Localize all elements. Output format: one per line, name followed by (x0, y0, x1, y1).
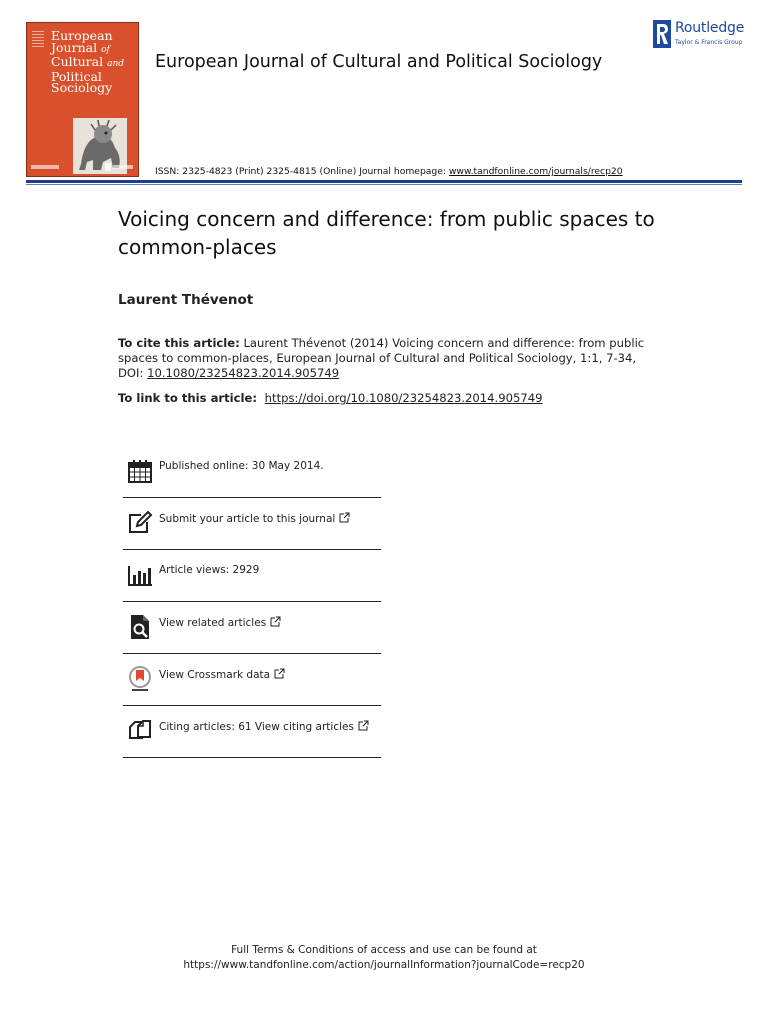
article-info-list (123, 446, 381, 758)
crossmark-row[interactable] (123, 654, 381, 706)
article-link-block: To link to this article: https://doi.org/10.1080/23254823.2014.905749 (118, 391, 543, 405)
document-search-icon (127, 614, 153, 640)
submit-article-link[interactable]: Submit your article to this journal (159, 513, 336, 525)
related-articles-row[interactable] (123, 602, 381, 654)
journal-homepage-link[interactable]: www.tandfonline.com/journals/recp20 (448, 166, 623, 177)
cover-title: European Journal of Cultural and Political Sociology (51, 28, 125, 95)
article-views-row (123, 550, 381, 602)
published-row (123, 446, 381, 498)
external-link-icon (339, 512, 350, 523)
published-date: Published online: 30 May 2014. (159, 460, 324, 472)
citing-articles-link[interactable]: Citing articles: 61 View citing articles (159, 721, 354, 733)
cover-footer-logos (31, 163, 135, 171)
header-divider-thin (26, 184, 742, 185)
calendar-icon (127, 458, 153, 484)
publisher-logo[interactable] (653, 20, 748, 50)
journal-title: European Journal of Cultural and Political Sociology (155, 52, 603, 72)
issn-line: ISSN: 2325-4823 (Print) 2325-4815 (Online) Journal homepage: www.tandfonline.com/journals/recp20 (155, 166, 623, 177)
crossmark-icon (127, 666, 153, 692)
article-doi-link[interactable]: https://doi.org/10.1080/23254823.2014.905749 (264, 391, 543, 405)
external-link-icon (270, 616, 281, 627)
related-articles-link[interactable]: View related articles (159, 617, 267, 629)
journal-cover-image (26, 22, 139, 177)
citing-articles-row[interactable] (123, 706, 381, 758)
publisher-subtitle: Taylor & Francis Group (675, 39, 743, 46)
header-divider (26, 180, 742, 183)
citing-documents-icon (127, 718, 153, 744)
publisher-name: Routledge (675, 20, 745, 36)
crossmark-link[interactable]: View Crossmark data (159, 669, 271, 681)
terms-link[interactable]: https://www.tandfonline.com/action/journalInformation?journalCode=recp20 (183, 959, 585, 971)
article-title: Voicing concern and difference: from public spaces to common-places (118, 207, 655, 259)
author-name: Laurent Thévenot (118, 292, 254, 308)
bar-chart-icon (127, 562, 153, 588)
routledge-r-icon (653, 20, 671, 48)
submit-article-row[interactable] (123, 498, 381, 550)
cover-decoration (32, 31, 44, 49)
external-link-icon (358, 720, 369, 731)
article-views-count: Article views: 2929 (159, 564, 260, 576)
external-link-icon (274, 668, 285, 679)
terms-footer: Full Terms & Conditions of access and use can be found at https://www.tandfonline.com/action/journalInformation?journalCode=recp20 (0, 943, 768, 973)
citation-block: To cite this article: Laurent Thévenot (2014) Voicing concern and difference: from public spaces to common-places, European Journal of Cultural and Political Sociology, 1:1, 7-34, DOI: 10.1080/23254823.2014.905749 (118, 336, 645, 380)
edit-icon (127, 510, 153, 536)
citation-doi-link[interactable]: 10.1080/23254823.2014.905749 (147, 366, 340, 380)
